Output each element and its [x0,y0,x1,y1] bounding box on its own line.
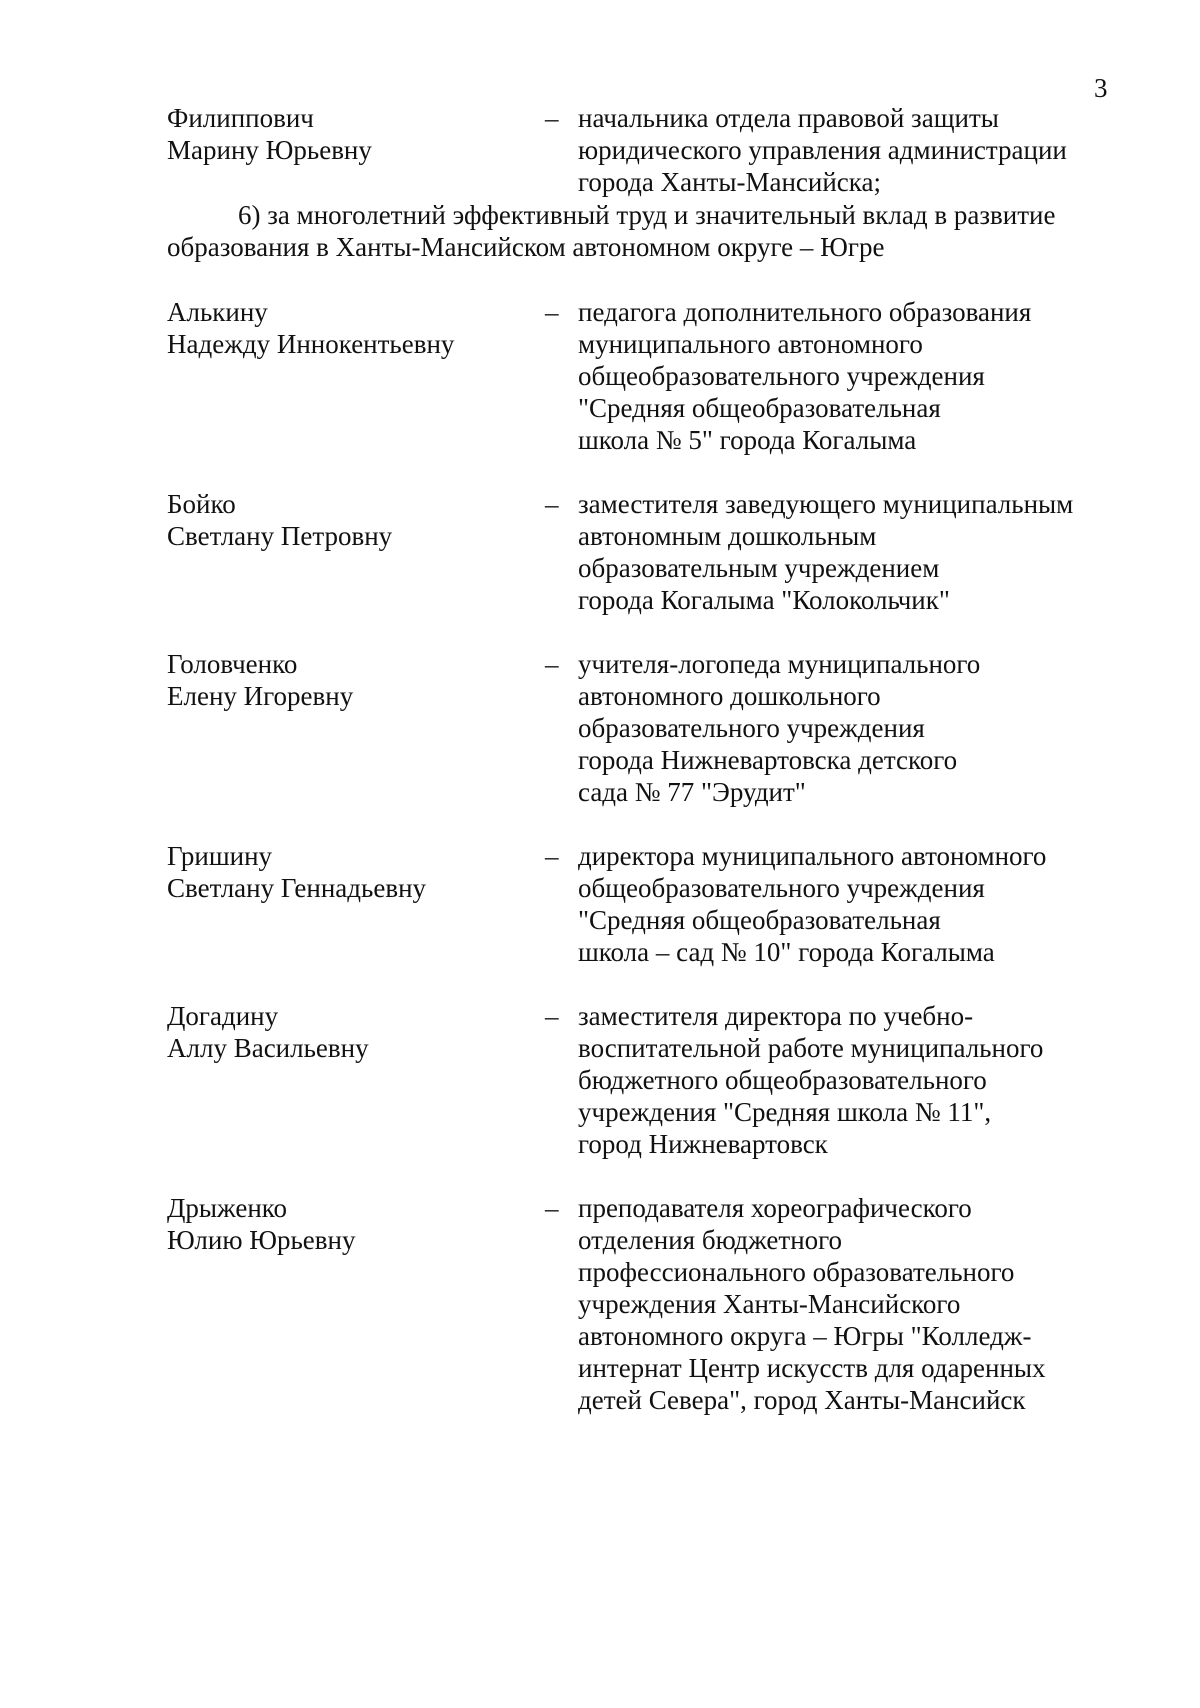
position-description [578,1000,1043,1160]
dash-separator: – [545,841,559,871]
dash-separator: – [545,297,559,327]
description-line: города Нижневартовска детского [578,745,958,775]
person-given-names: Надежду Иннокентьевну [167,329,455,359]
person-name [167,1000,369,1064]
section-heading-line-1: 6) за многолетний эффективный труд и значительный вклад в развитие [238,200,1056,230]
description-line: города Ханты-Мансийска; [578,167,881,197]
description-line: детей Севера", город Ханты-Мансийск [578,1385,1026,1415]
description-line: заместителя директора по учебно- [578,1001,974,1031]
position-description [578,1192,1046,1416]
person-name [167,488,392,552]
person-name [167,648,353,712]
description-line: автономного округа – Югры "Колледж- [578,1321,1032,1351]
description-line: воспитательной работе муниципального [578,1033,1044,1063]
person-given-names: Аллу Васильевну [167,1033,369,1063]
person-given-names: Светлану Петровну [167,521,393,551]
description-line: сада № 77 "Эрудит" [578,777,806,807]
person-name [167,1192,356,1256]
position-description [578,648,980,808]
description-line: педагога дополнительного образования [578,297,1032,327]
description-line: бюджетного общеобразовательного [578,1065,987,1095]
dash-separator: – [545,489,559,519]
person-surname: Бойко [167,489,236,519]
position-description [578,840,1046,968]
description-line: города Когалыма "Колокольчик" [578,585,950,615]
description-line: "Средняя общеобразовательная [578,393,941,423]
person-surname: Гришину [167,841,273,871]
description-line: интернат Центр искусств для одаренных [578,1353,1046,1383]
description-line: начальника отдела правовой защиты [578,103,999,133]
person-name [167,840,426,904]
description-line: общеобразовательного учреждения [578,361,985,391]
person-given-names: Марину Юрьевну [167,135,372,165]
description-line: автономного дошкольного [578,681,881,711]
description-line: юридического управления администрации [578,135,1067,165]
description-line: школа – сад № 10" города Когалыма [578,937,995,967]
person-name [167,102,372,166]
dash-separator: – [545,103,559,133]
person-given-names: Елену Игоревну [167,681,354,711]
position-description [578,296,1031,456]
description-line: профессионального образовательного [578,1257,1015,1287]
person-surname: Догадину [167,1001,279,1031]
description-line: преподавателя хореографического [578,1193,972,1223]
person-name [167,296,454,360]
person-surname: Головченко [167,649,298,679]
person-surname: Филиппович [167,103,314,133]
dash-separator: – [545,1193,559,1223]
description-line: учителя-логопеда муниципального [578,649,981,679]
section-heading-line-2: образования в Ханты-Мансийском автономном округе – Югре [167,232,885,262]
dash-separator: – [545,649,559,679]
description-line: образовательным учреждением [578,553,940,583]
person-surname: Алькину [167,297,268,327]
position-description [578,102,1067,198]
page-number: 3 [1094,73,1108,103]
description-line: учреждения Ханты-Мансийского [578,1289,961,1319]
dash-separator: – [545,1001,559,1031]
person-given-names: Юлию Юрьевну [167,1225,356,1255]
description-line: "Средняя общеобразовательная [578,905,941,935]
description-line: школа № 5" города Когалыма [578,425,917,455]
description-line: город Нижневартовск [578,1129,828,1159]
description-line: муниципального автономного [578,329,923,359]
description-line: заместителя заведующего муниципальным [578,489,1074,519]
description-line: отделения бюджетного [578,1225,843,1255]
description-line: автономным дошкольным [578,521,877,551]
position-description [578,488,1073,616]
description-line: учреждения "Средняя школа № 11", [578,1097,992,1127]
description-line: образовательного учреждения [578,713,925,743]
description-line: директора муниципального автономного [578,841,1047,871]
person-given-names: Светлану Геннадьевну [167,873,427,903]
person-surname: Дрыженко [167,1193,288,1223]
description-line: общеобразовательного учреждения [578,873,985,903]
